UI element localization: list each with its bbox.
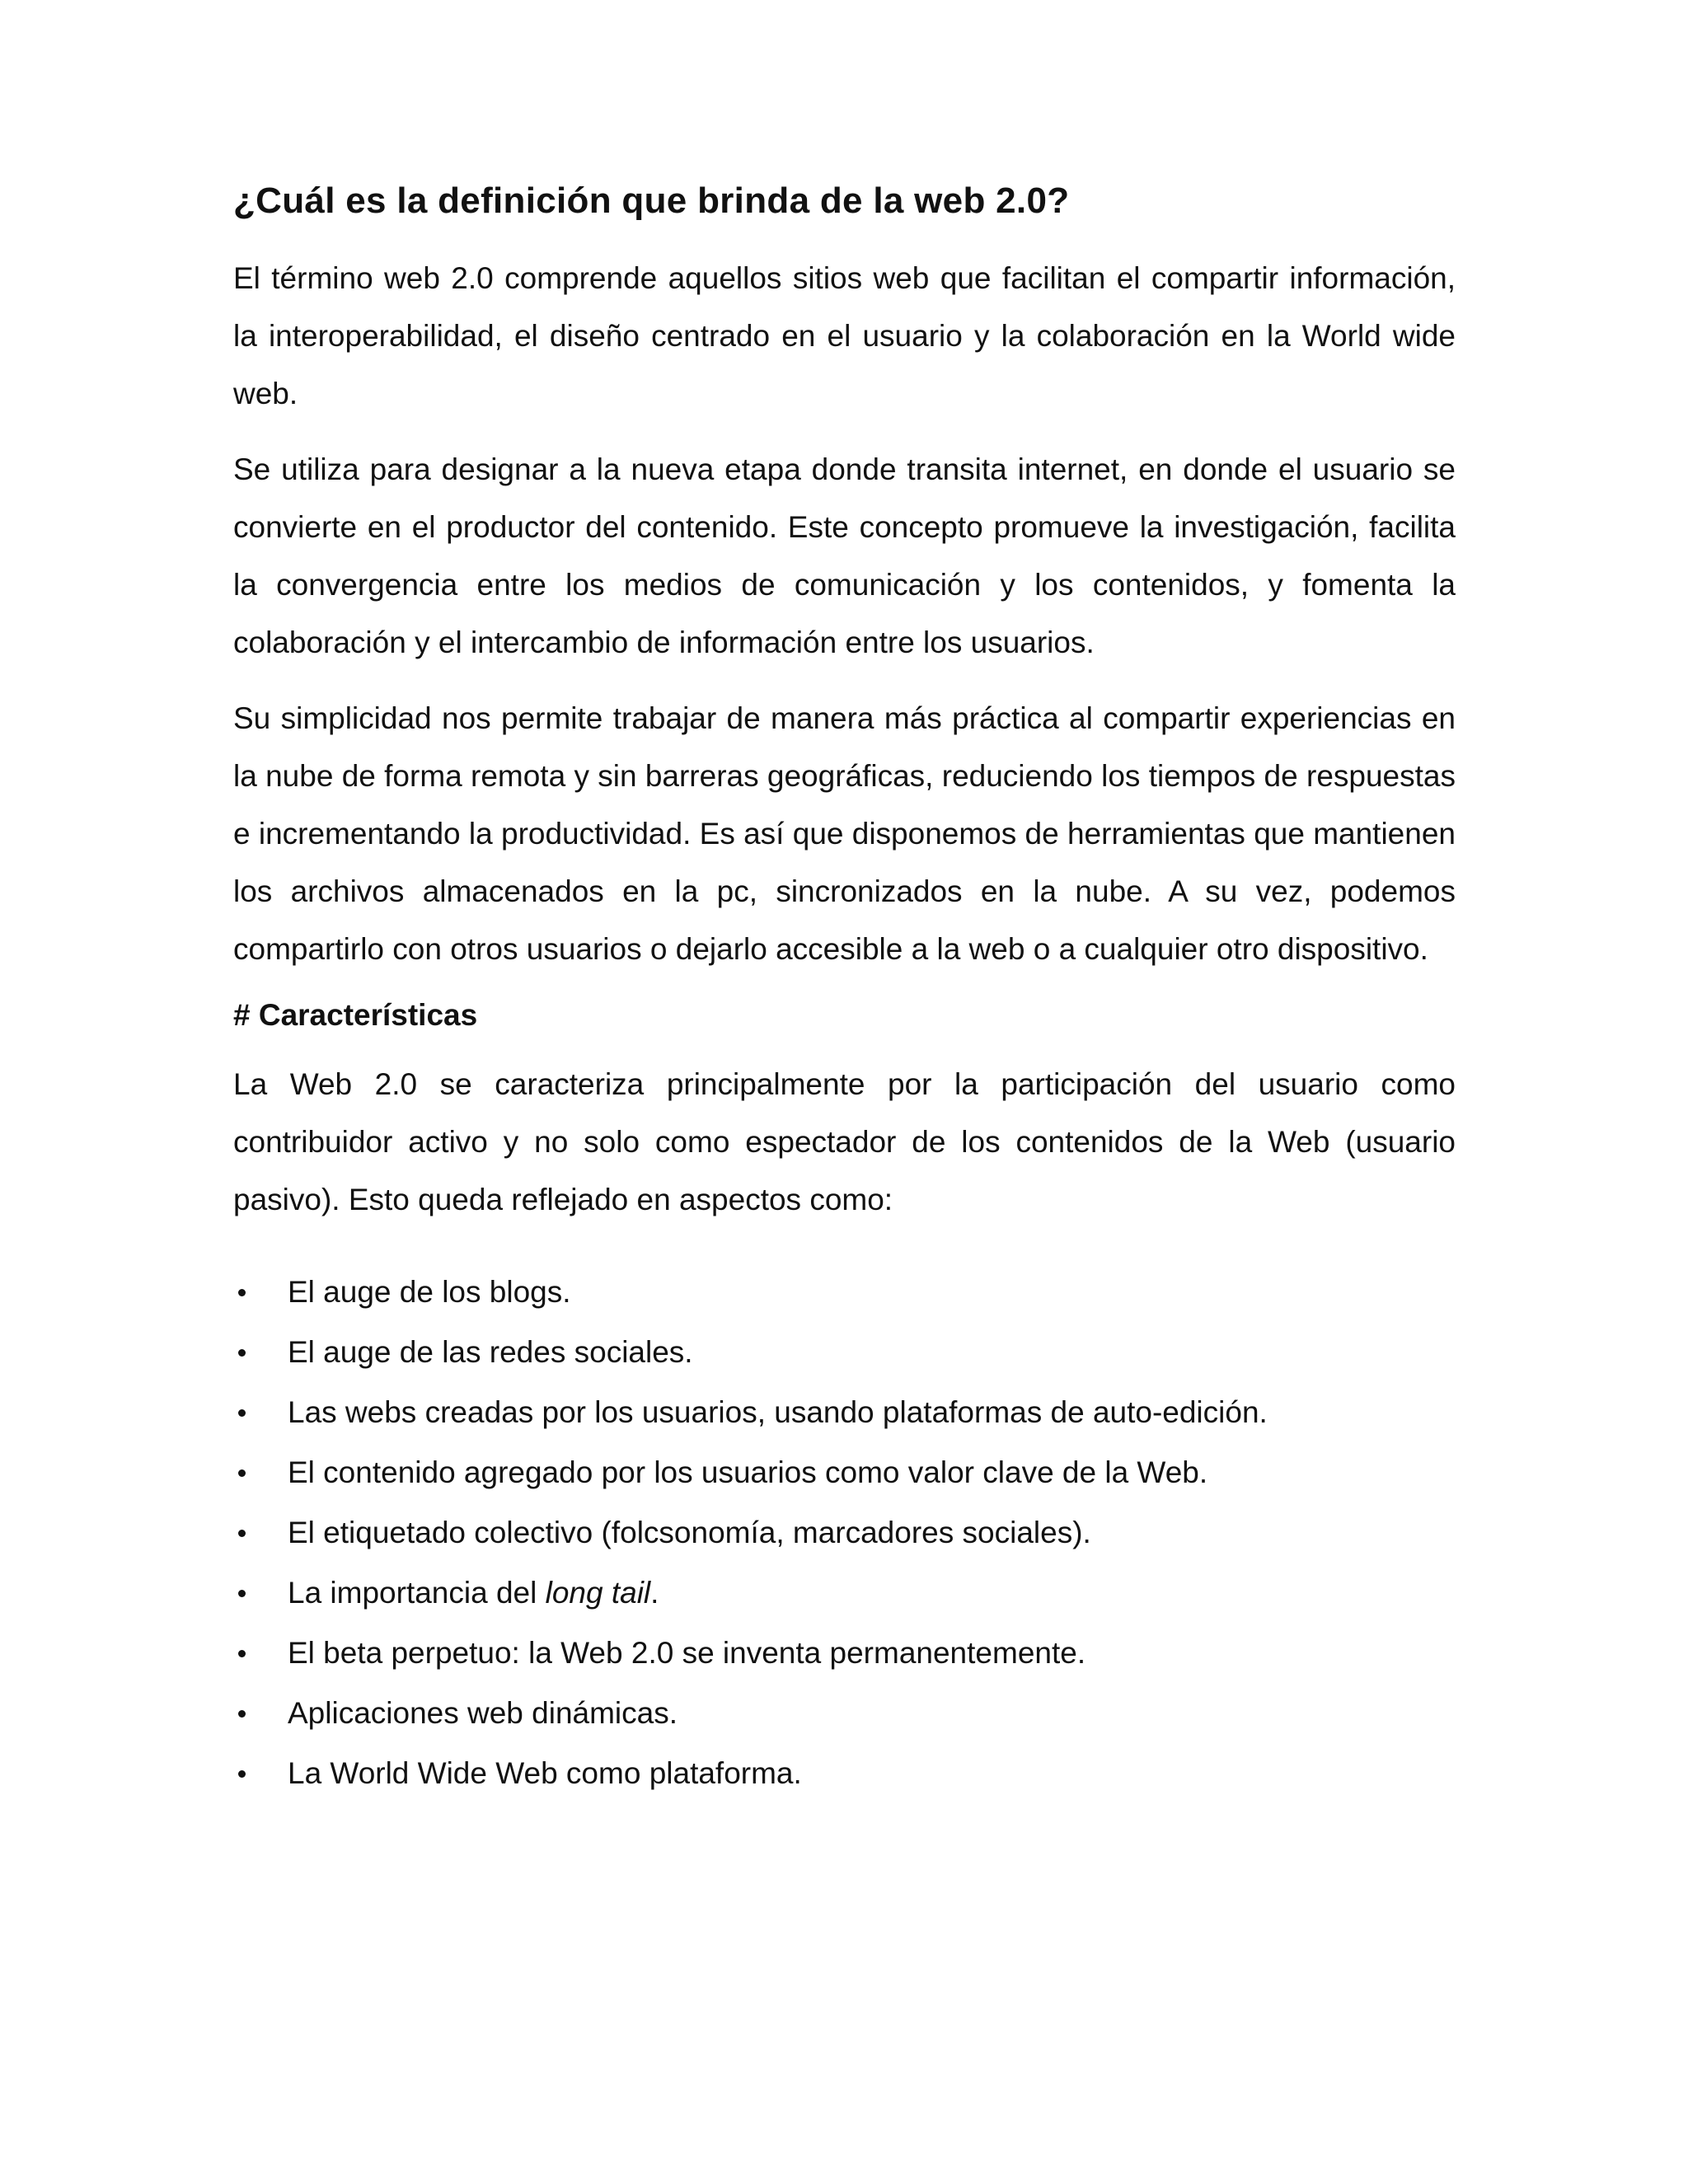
bullet-icon [238,1530,246,1537]
list-item [233,1683,1456,1743]
list-item [233,1262,1456,1322]
bullet-icon [238,1650,246,1657]
document-content [233,180,1456,1803]
bullet-icon [238,1289,246,1296]
list-item-text: Las webs creadas por los usuarios, usando plataformas de auto-edición. [288,1395,1268,1430]
page-title: ¿Cuál es la definición que brinda de la web 2.0? [233,180,1070,221]
list-item-text: El contenido agregado por los usuarios como valor clave de la Web. [288,1455,1208,1490]
bullet-icon [238,1770,246,1778]
list-item [233,1442,1456,1502]
list-item [233,1382,1456,1442]
characteristics-list [233,1262,1456,1803]
list-item [233,1322,1456,1382]
list-item-text: El beta perpetuo: la Web 2.0 se inventa permanentemente. [288,1636,1086,1671]
paragraph-definition: El término web 2.0 comprende aquellos sitios web que facilitan el compartir información, la interoperabilidad, el diseño centrado en el usuario y la colaboración en la World wide web. [233,260,1456,410]
list-item-text: El auge de las redes sociales. [288,1335,693,1370]
bullet-icon [238,1710,246,1718]
paragraph-simplicity: Su simplicidad nos permite trabajar de manera más práctica al compartir experiencias en la nube de forma remota y sin barreras geográficas, reduciendo los tiempos de respuestas e incrementando la productividad. Es así que disponemos de herramientas que mantienen los archivos almacenados en la pc, sincronizados en la nube. A su vez, podemos compartirlo con otros usuarios o dejarlo accesible a la web o a cualquier otro dispositivo. [233,701,1456,966]
list-item [233,1623,1456,1683]
bullet-icon [238,1349,246,1357]
bullet-icon [238,1409,246,1417]
paragraph-characteristics: La Web 2.0 se caracteriza principalmente por la participación del usuario como contribuidor activo y no solo como espectador de los contenidos de la Web (usuario pasivo). Esto queda reflejado en aspectos como: [233,1067,1456,1217]
paragraph-usage: Se utiliza para designar a la nueva etapa donde transita internet, en donde el usuario se convierte en el productor del contenido. Este concepto promueve la investigación, facilita la convergencia entre los medios de comunicación y los contenidos, y fomenta la colaboración y el intercambio de información entre los usuarios. [233,452,1456,659]
list-item-text-before: La importancia del [288,1576,546,1610]
list-item-text: Aplicaciones web dinámicas. [288,1696,678,1731]
list-item-text: El auge de los blogs. [288,1275,571,1310]
list-item [233,1502,1456,1563]
list-item [233,1743,1456,1803]
list-item-text: El etiquetado colectivo (folcsonomía, marcadores sociales). [288,1516,1091,1550]
bullet-icon [238,1590,246,1597]
list-item [233,1563,1456,1623]
bullet-icon [238,1469,246,1477]
section-heading-caracteristicas: # Características [233,997,478,1032]
list-item-text: La World Wide Web como plataforma. [288,1756,802,1791]
list-item-text-after: . [650,1576,659,1610]
list-item-text-italic: long tail [545,1576,651,1610]
